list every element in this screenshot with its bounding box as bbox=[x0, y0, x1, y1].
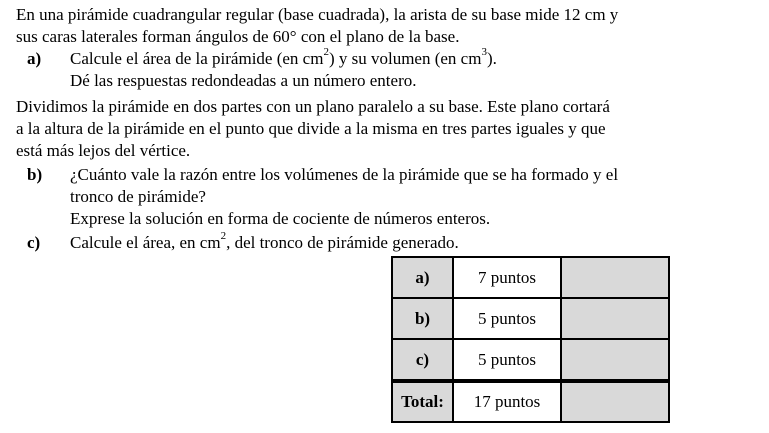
score-row-points: 5 puntos bbox=[453, 298, 561, 339]
question-a-line-1-pre: Calcule el área de la pirámide (en cm bbox=[70, 49, 324, 68]
second-paragraph-line-3: está más lejos del vértice. bbox=[16, 141, 191, 160]
score-row-grade-cell[interactable] bbox=[561, 339, 669, 381]
question-a-line-1-mid: ) y su volumen (en cm bbox=[328, 49, 482, 68]
question-c-label: c) bbox=[27, 233, 41, 252]
score-row-points: 5 puntos bbox=[453, 339, 561, 381]
score-row-points: 7 puntos bbox=[453, 257, 561, 298]
question-b-line-3: Exprese la solución en forma de cociente de números enteros. bbox=[70, 209, 491, 228]
question-a-line-1 bbox=[70, 48, 710, 70]
question-a-label: a) bbox=[27, 49, 42, 68]
question-a-line-1-post: ). bbox=[486, 49, 497, 68]
score-row-label: b) bbox=[392, 298, 453, 339]
score-row-grade-cell[interactable] bbox=[561, 298, 669, 339]
score-row-grade-cell[interactable] bbox=[561, 381, 669, 422]
score-row-label: c) bbox=[392, 339, 453, 381]
superscript-3: 3 bbox=[481, 46, 487, 59]
score-row-label: Total: bbox=[392, 381, 453, 422]
score-row-total bbox=[392, 381, 669, 422]
score-row-grade-cell[interactable] bbox=[561, 257, 669, 298]
score-row-b bbox=[392, 298, 669, 339]
question-b-line-2: tronco de pirámide? bbox=[70, 187, 206, 206]
intro-line-1: En una pirámide cuadrangular regular (base cuadrada), la arista de su base mide 12 cm y bbox=[16, 5, 619, 24]
question-c-post: , del tronco de pirámide generado. bbox=[226, 233, 459, 252]
intro-paragraph bbox=[16, 4, 756, 48]
question-c-text bbox=[70, 232, 710, 254]
score-row-c bbox=[392, 339, 669, 381]
question-a-text bbox=[70, 48, 710, 92]
question-b-label: b) bbox=[27, 165, 43, 184]
second-paragraph bbox=[16, 96, 756, 162]
score-row-points: 17 puntos bbox=[453, 381, 561, 422]
second-paragraph-line-1: Dividimos la pirámide en dos partes con un plano paralelo a su base. Este plano cortará bbox=[16, 97, 610, 116]
second-paragraph-line-2: a la altura de la pirámide en el punto que divide a la misma en tres partes iguales y que bbox=[16, 119, 606, 138]
superscript-2: 2 bbox=[323, 46, 329, 59]
question-c-pre: Calcule el área, en cm bbox=[70, 233, 221, 252]
superscript-2: 2 bbox=[220, 230, 227, 243]
score-table bbox=[391, 256, 670, 423]
intro-line-2: sus caras laterales forman ángulos de 60° con el plano de la base. bbox=[16, 27, 460, 46]
question-b-line-1: ¿Cuánto vale la razón entre los volúmenes de la pirámide que se ha formado y el bbox=[70, 165, 619, 184]
score-row-a bbox=[392, 257, 669, 298]
question-b-text bbox=[70, 164, 710, 230]
score-row-label: a) bbox=[392, 257, 453, 298]
question-a-line-2: Dé las respuestas redondeadas a un número entero. bbox=[70, 71, 417, 90]
